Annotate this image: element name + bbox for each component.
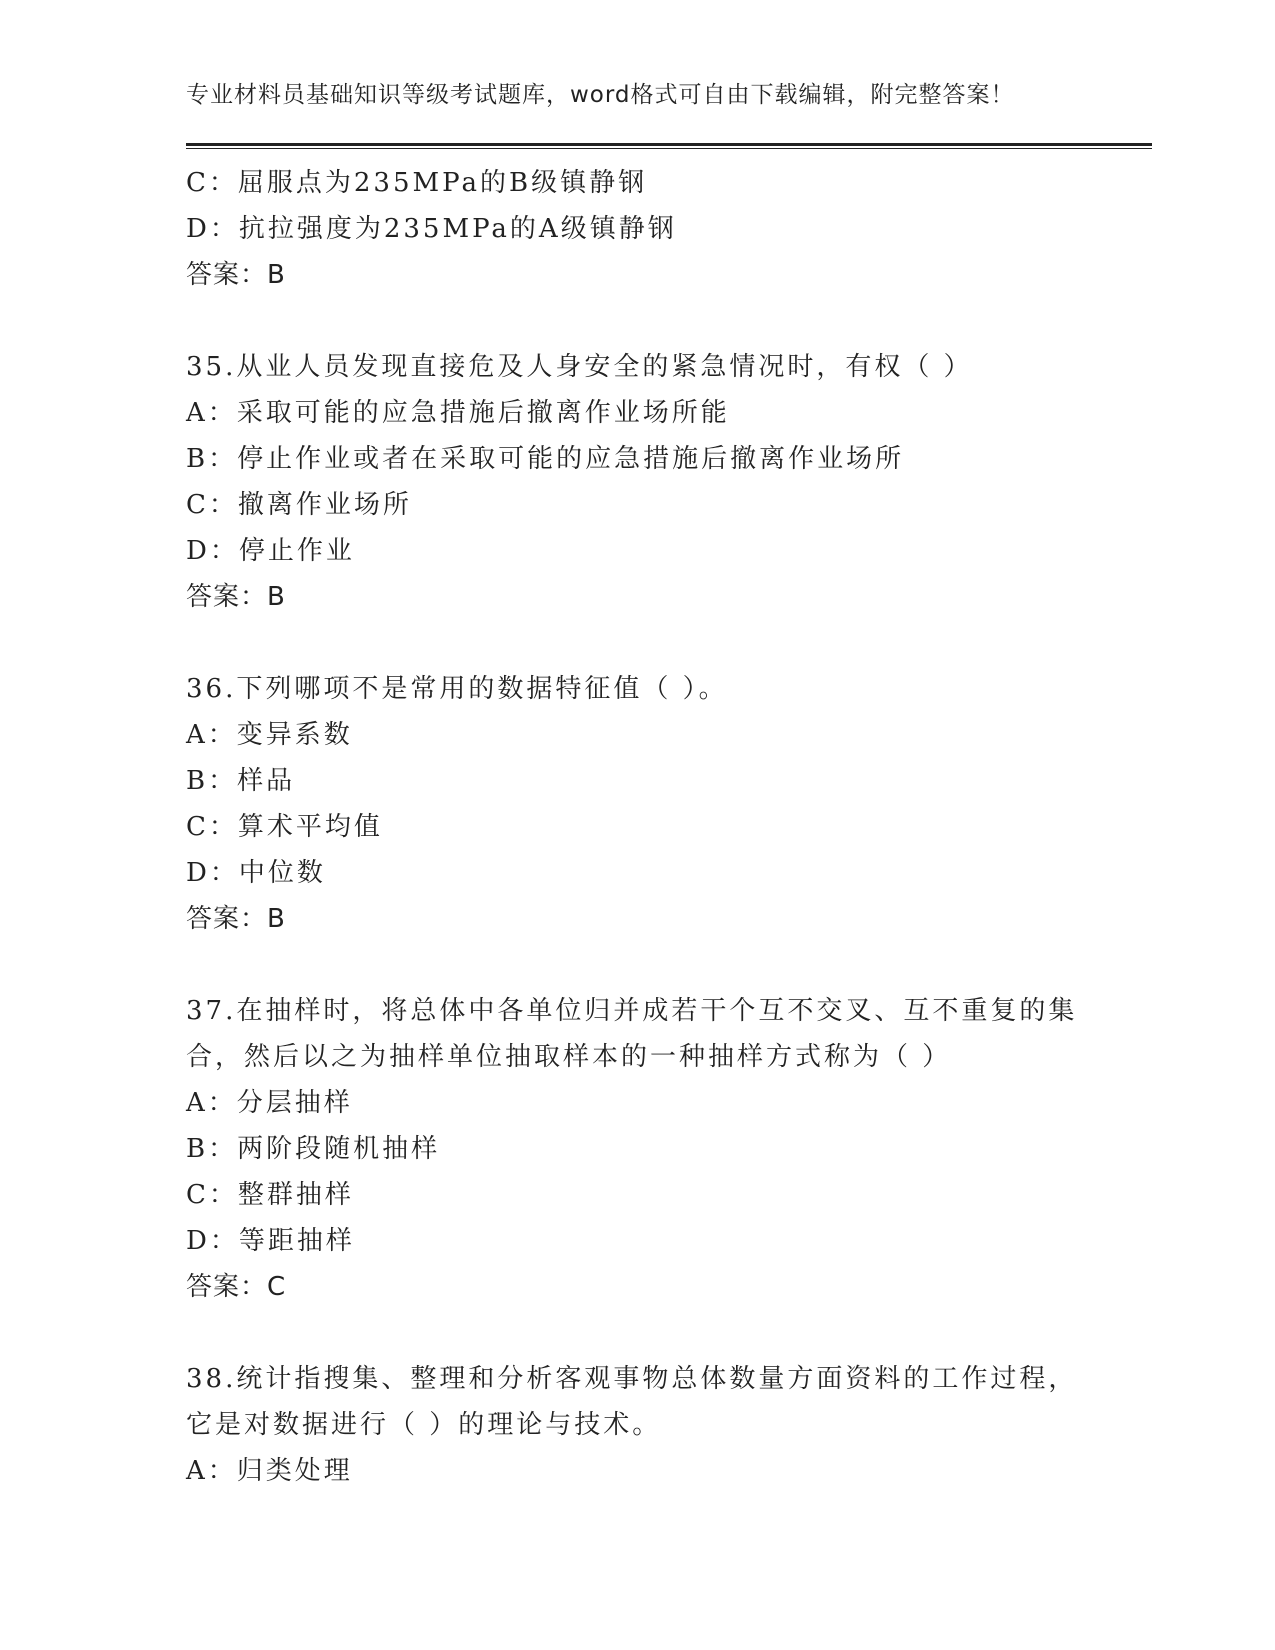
question-stem-line-1: 37.在抽样时，将总体中各单位归并成若干个互不交叉、互不重复的集 — [186, 996, 1078, 1026]
answer: 答案：B — [186, 582, 286, 612]
question-37 — [186, 988, 1146, 1310]
question-36 — [186, 666, 1146, 942]
spacer — [186, 298, 1146, 344]
option-b: B：停止作业或者在采取可能的应急措施后撤离作业场所 — [186, 444, 905, 474]
question-stem: 36.下列哪项不是常用的数据特征值（ ）。 — [186, 674, 728, 704]
spacer — [186, 620, 1146, 666]
option-d: D：抗拉强度为235MPa的A级镇静钢 — [186, 214, 677, 244]
document-body — [186, 160, 1146, 1494]
option-a: A：变异系数 — [186, 720, 353, 750]
option-c: C：整群抽样 — [186, 1180, 354, 1210]
answer: 答案：B — [186, 260, 286, 290]
option-b: B：样品 — [186, 766, 296, 796]
option-c: C：撤离作业场所 — [186, 490, 412, 520]
answer: 答案：C — [186, 1272, 287, 1302]
spacer — [186, 942, 1146, 988]
option-a: A：分层抽样 — [186, 1088, 353, 1118]
option-d: D：停止作业 — [186, 536, 355, 566]
answer: 答案：B — [186, 904, 286, 934]
question-stem-line-2: 合，然后以之为抽样单位抽取样本的一种抽样方式称为（ ） — [186, 1042, 952, 1072]
question-38 — [186, 1356, 1146, 1494]
header-rule — [186, 143, 1152, 149]
option-b: B：两阶段随机抽样 — [186, 1134, 441, 1164]
option-a: A：采取可能的应急措施后撤离作业场所能 — [186, 398, 730, 428]
option-c: C：屈服点为235MPa的B级镇静钢 — [186, 168, 648, 198]
spacer — [186, 1310, 1146, 1356]
question-stem-line-2: 它是对数据进行（ ）的理论与技术。 — [186, 1410, 662, 1440]
question-stem: 35.从业人员发现直接危及人身安全的紧急情况时，有权（ ） — [186, 352, 973, 382]
option-a: A：归类处理 — [186, 1456, 353, 1486]
previous-question-tail — [186, 160, 1146, 298]
page-header: 专业材料员基础知识等级考试题库，word格式可自由下载编辑，附完整答案！ — [186, 82, 1015, 108]
question-stem-line-1: 38.统计指搜集、整理和分析客观事物总体数量方面资料的工作过程， — [186, 1364, 1078, 1394]
question-35 — [186, 344, 1146, 620]
option-d: D：中位数 — [186, 858, 326, 888]
option-d: D：等距抽样 — [186, 1226, 355, 1256]
option-c: C：算术平均值 — [186, 812, 383, 842]
